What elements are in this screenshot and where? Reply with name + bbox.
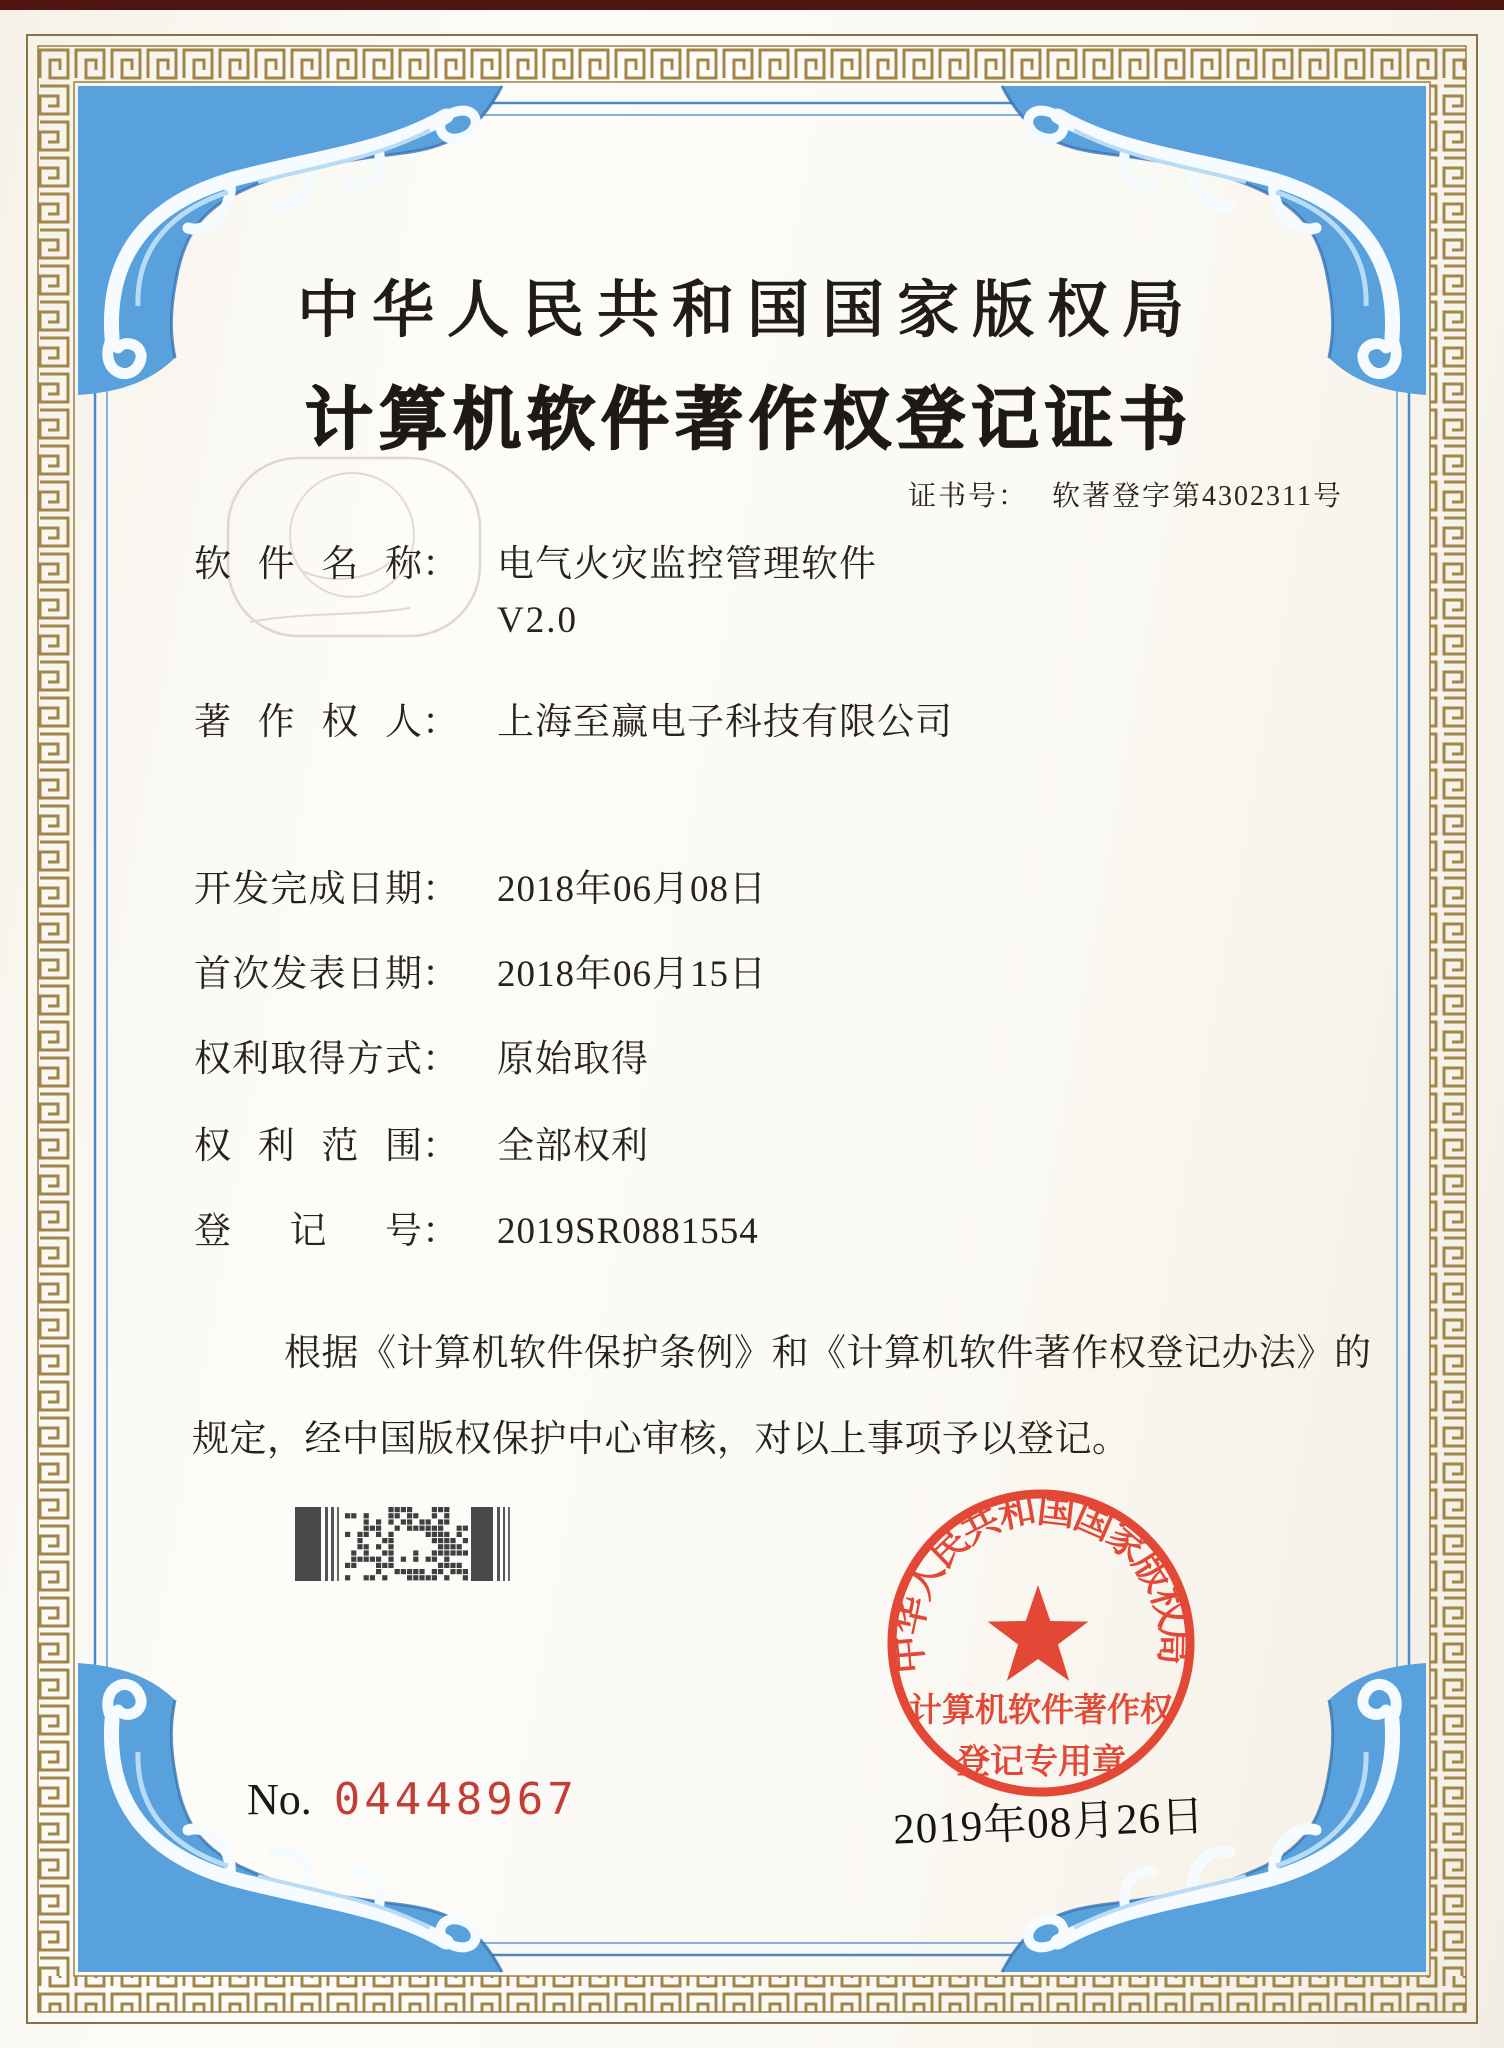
- field-colon: ：: [422, 1211, 459, 1252]
- authority-title: 中华人民共和国国家版权局: [296, 277, 1197, 345]
- first-publish-date: 2018年06月15日: [497, 954, 767, 995]
- field-row-software-name: [194, 540, 877, 646]
- field-row-registration-number: [194, 1207, 759, 1257]
- field-colon: ：: [422, 702, 459, 743]
- seal-date: 2019年08月26日: [892, 1793, 1207, 1854]
- certificate-number-value: 软著登字第4302311号: [1052, 481, 1343, 512]
- certificate-page: [0, 10, 1504, 2048]
- meander-top: [38, 46, 1466, 82]
- field-label: 首次发表日期: [194, 954, 422, 995]
- field-label: 登记号: [194, 1211, 422, 1252]
- serial-number-row: [247, 1774, 578, 1825]
- field-label: 权利范围: [194, 1126, 422, 1167]
- field-value: [497, 540, 877, 646]
- barcode: [295, 1507, 510, 1581]
- certificate-title: 计算机软件著作权登记证书: [304, 382, 1193, 458]
- field-row-first-publish-date: [194, 950, 767, 1000]
- field-label: 著作权人: [194, 702, 422, 743]
- rights-acquisition: 原始取得: [497, 1039, 649, 1080]
- field-row-rights-acquisition: [194, 1035, 649, 1085]
- field-colon: ：: [422, 544, 459, 585]
- dev-complete-date: 2018年06月08日: [497, 869, 767, 910]
- field-label: 权利取得方式: [194, 1039, 422, 1080]
- field-colon: ：: [422, 869, 459, 910]
- serial-number-value: 04448967: [333, 1774, 578, 1825]
- meander-bottom: [38, 1976, 1466, 2012]
- statement-line-1: 根据《计算机软件保护条例》和《计算机软件著作权登记办法》的: [284, 1333, 1372, 1374]
- registration-number: 2019SR0881554: [497, 1211, 759, 1252]
- certificate-number-row: [908, 474, 1343, 514]
- seal-star-icon: [988, 1585, 1089, 1681]
- field-row-copyright-owner: [194, 698, 953, 748]
- serial-number-prefix: No.: [247, 1775, 312, 1824]
- field-label: 软件名称: [194, 544, 422, 585]
- registration-seal: [876, 1478, 1206, 1808]
- software-name: 电气火灾监控管理软件: [497, 544, 877, 585]
- field-colon: ：: [422, 954, 459, 995]
- statement-line-2: 规定，经中国版权保护中心审核，对以上事项予以登记。: [192, 1419, 1130, 1460]
- copyright-owner: 上海至赢电子科技有限公司: [497, 702, 953, 743]
- seal-line-2: 登记专用章: [956, 1744, 1126, 1781]
- field-row-dev-complete-date: [194, 865, 767, 915]
- field-label: 开发完成日期: [194, 869, 422, 910]
- field-colon: ：: [422, 1126, 459, 1167]
- seal-arc-text: 中华人民共和国国家版权局: [886, 1488, 1195, 1676]
- seal-line-1: 计算机软件著作权: [909, 1693, 1173, 1729]
- rights-scope: 全部权利: [497, 1126, 649, 1167]
- certificate-number-label: 证书号：: [908, 481, 1029, 512]
- field-row-rights-scope: [194, 1122, 649, 1172]
- field-colon: ：: [422, 1039, 459, 1080]
- software-version: V2.0: [497, 600, 578, 641]
